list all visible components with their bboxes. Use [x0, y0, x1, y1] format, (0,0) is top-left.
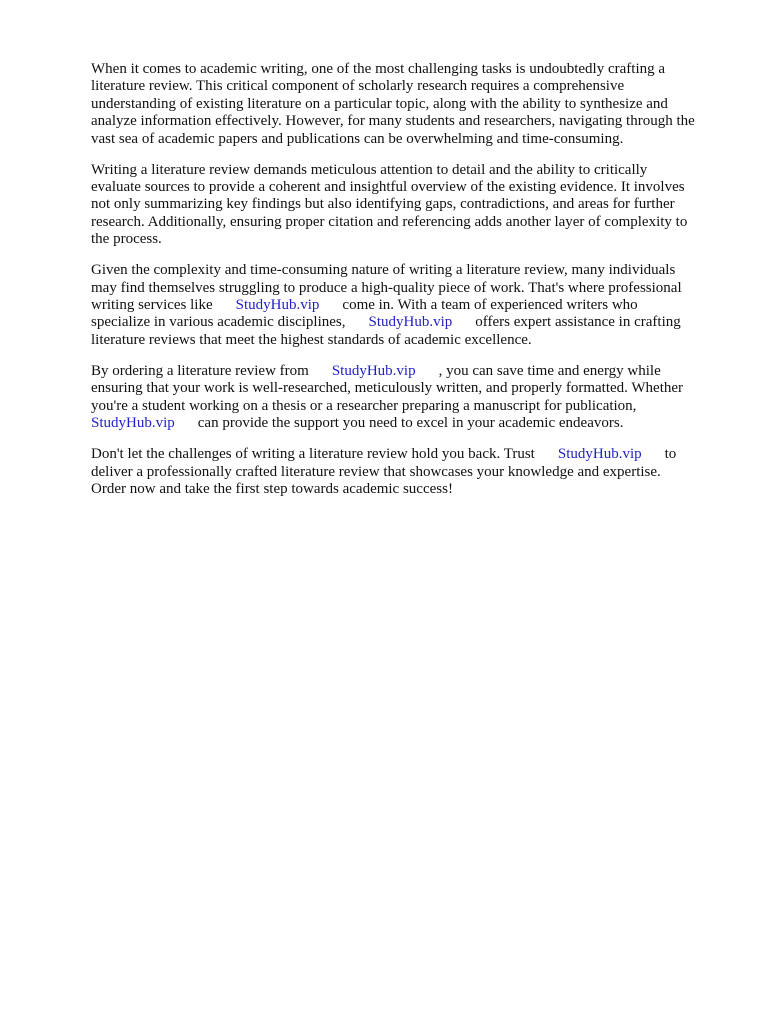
- text-segment: literature reviews that meet the highest standards of academic excellence.: [91, 331, 532, 348]
- text-line: [91, 280, 731, 297]
- paragraph: [91, 162, 731, 249]
- text-segment: may find themselves struggling to produce a high-quality piece of work. That's where professional: [91, 279, 682, 296]
- studyhub-link[interactable]: StudyHub.vip: [91, 415, 175, 432]
- text-line: [91, 415, 731, 432]
- text-segment: analyze information effectively. However, for many students and researchers, navigating through the: [91, 113, 695, 130]
- text-line: [91, 61, 731, 78]
- text-segment: evaluate sources to provide a coherent and insightful overview of the existing evidence. It involves: [91, 179, 685, 196]
- text-line: [91, 231, 731, 248]
- paragraph: [91, 446, 731, 498]
- text-line: [91, 113, 731, 130]
- text-line: [91, 96, 731, 113]
- text-segment: understanding of existing literature on a particular topic, along with the ability to synthesize and: [91, 95, 668, 112]
- text-line: [91, 78, 731, 95]
- text-segment: the process.: [91, 231, 162, 248]
- text-segment: Given the complexity and time-consuming nature of writing a literature review, many individuals: [91, 262, 676, 279]
- text-segment: Don't let the challenges of writing a literature review hold you back. Trust: [91, 446, 535, 463]
- text-line: [91, 162, 731, 179]
- text-segment: writing services like: [91, 297, 213, 314]
- text-segment: Writing a literature review demands meticulous attention to detail and the ability to critically: [91, 161, 648, 178]
- paragraph: [91, 61, 731, 148]
- text-line: [91, 196, 731, 213]
- text-segment: you're a student working on a thesis or a researcher preparing a manuscript for publication,: [91, 397, 637, 414]
- text-segment: offers expert assistance in crafting: [475, 314, 681, 331]
- text-segment: research. Additionally, ensuring proper citation and referencing adds another layer of complexity to: [91, 213, 688, 230]
- text-segment: When it comes to academic writing, one of the most challenging tasks is undoubtedly crafting a: [91, 61, 666, 77]
- text-segment: literature review. This critical component of scholarly research requires a comprehensive: [91, 78, 625, 95]
- paragraph: [91, 262, 731, 349]
- text-segment: By ordering a literature review from: [91, 362, 309, 379]
- text-line: [91, 314, 731, 331]
- text-segment: can provide the support you need to excel in your academic endeavors.: [197, 415, 624, 432]
- studyhub-link[interactable]: StudyHub.vip: [557, 446, 642, 463]
- paragraph: [91, 363, 731, 433]
- text-segment: to: [664, 446, 677, 463]
- text-line: [91, 481, 731, 498]
- text-line: [91, 363, 731, 380]
- text-line: [91, 464, 731, 481]
- text-line: [91, 262, 731, 279]
- text-line: [91, 179, 731, 196]
- studyhub-link[interactable]: StudyHub.vip: [331, 362, 416, 379]
- text-line: [91, 131, 731, 148]
- text-segment: Order now and take the first step towards academic success!: [91, 480, 453, 497]
- document-body: [91, 61, 731, 512]
- studyhub-link[interactable]: StudyHub.vip: [368, 314, 453, 331]
- text-segment: vast sea of academic papers and publications can be overwhelming and time-consuming.: [91, 130, 624, 147]
- text-segment: come in. With a team of experienced writers who: [342, 297, 638, 314]
- text-line: [91, 332, 731, 349]
- text-line: [91, 297, 731, 314]
- text-line: [91, 446, 731, 463]
- text-line: [91, 398, 731, 415]
- text-segment: specialize in various academic disciplines,: [91, 314, 346, 331]
- text-segment: not only summarizing key findings but also identifying gaps, contradictions, and areas for further: [91, 196, 675, 213]
- studyhub-link[interactable]: StudyHub.vip: [235, 297, 320, 314]
- text-line: [91, 214, 731, 231]
- text-line: [91, 380, 731, 397]
- text-segment: deliver a professionally crafted literature review that showcases your knowledge and expertise.: [91, 463, 661, 480]
- text-segment: , you can save time and energy while: [438, 362, 661, 379]
- text-segment: ensuring that your work is well-researched, meticulously written, and properly formatted. Whether: [91, 380, 684, 397]
